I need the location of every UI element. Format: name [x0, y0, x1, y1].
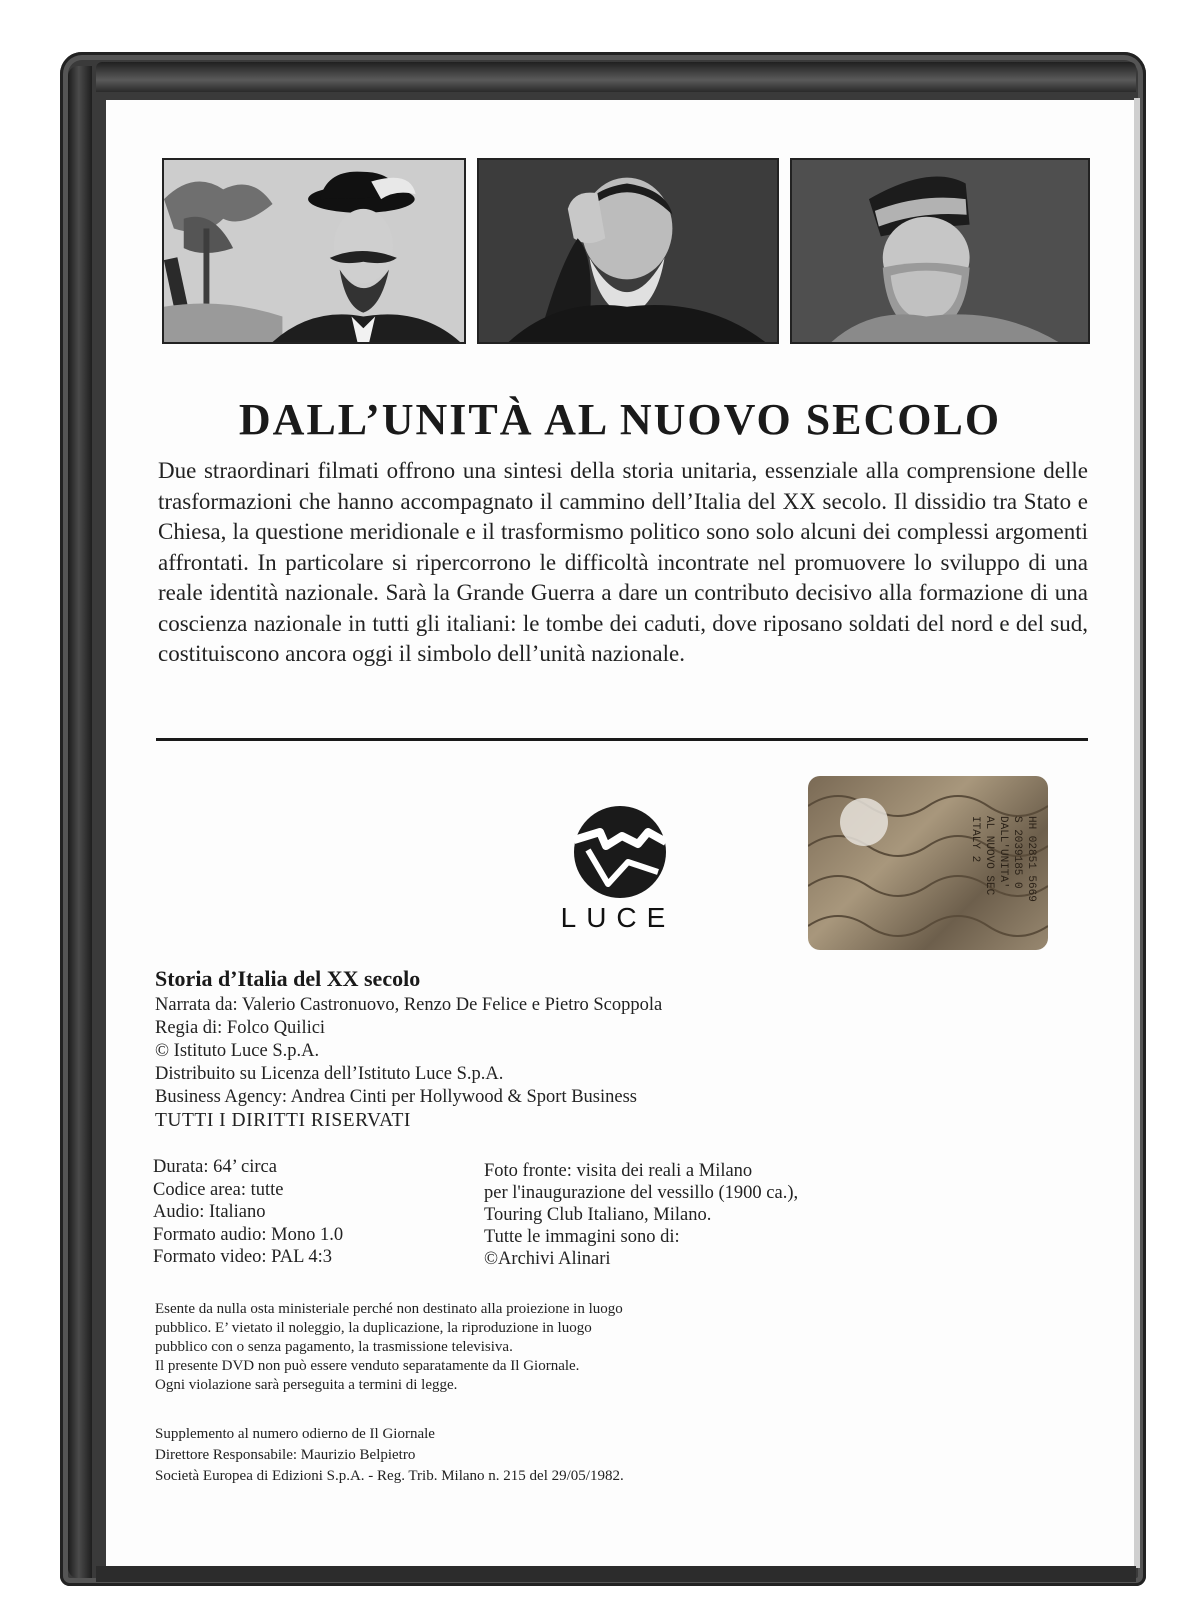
photo-credit-line: Tutte le immagini sono di:: [484, 1227, 680, 1247]
sticker-code-text: HH 02851 5669 S 2039185 0 DALL'UNITA' AL NUOVO SEC ITALY 2: [969, 816, 1037, 902]
credit-line: Narrata da: Valerio Castronuovo, Renzo De Felice e Pietro Scoppola: [155, 995, 663, 1015]
case-top-edge: [96, 62, 1136, 92]
photo-credit-line: ©Archivi Alinari: [484, 1249, 611, 1269]
portrait-thinker-image: [479, 160, 777, 342]
spec-line: Formato video: PAL 4:3: [153, 1247, 333, 1267]
spec-line: Codice area: tutte: [153, 1179, 284, 1200]
credit-line: Distribuito su Licenza dell’Istituto Luce S.p.A.: [155, 1064, 504, 1084]
legal-line: pubblico con o senza pagamento, la trasmissione televisiva.: [155, 1339, 513, 1355]
technical-specs: [153, 1156, 343, 1269]
case-bottom-edge: [96, 1566, 1136, 1582]
portrait-hat-image: [164, 160, 464, 342]
spec-line: Audio: Italiano: [153, 1202, 266, 1222]
description-text: Due straordinari filmati offrono una sintesi della storia unitaria, essenziale alla comprensione delle trasformazioni che hanno accompagnato il cammino dell’Italia del XX secolo. Il dissidio tra Stato e Chiesa, la questione meridionale e il trasformismo politico sono solo alcuni dei complessi argomenti affrontati. In particolare si ripercorrono le difficoltà incontrate nel promuovere lo sviluppo di una reale identità nazionale. Sarà la Grande Guerra a dare un contributo decisivo alla formazione di una coscienza nazionale in tutti gli italiani: le tombe dei caduti, dove riposano soldati del nord e del sud, costituiscono ancora oggi il simbolo dell’unità nazionale.: [158, 458, 1088, 666]
credits-block: [155, 994, 662, 1132]
legal-line: pubblico. E’ vietato il noleggio, la duplicazione, la riproduzione in luogo: [155, 1320, 592, 1336]
credit-line: Regia di: Folco Quilici: [155, 1018, 326, 1038]
supplement-info: [155, 1424, 624, 1487]
legal-line: Esente da nulla osta ministeriale perché non destinato alla proiezione in luogo: [155, 1301, 623, 1317]
luce-logo-text: LUCE: [560, 902, 676, 933]
portrait-photo-2: [477, 158, 779, 344]
supplement-line: Supplemento al numero odierno de Il Giornale: [155, 1426, 435, 1442]
credit-line: © Istituto Luce S.p.A.: [155, 1041, 320, 1061]
portrait-photo-3: [790, 158, 1090, 344]
credit-line: Business Agency: Andrea Cinti per Hollywood & Sport Business: [155, 1087, 638, 1107]
supplement-line: Direttore Responsabile: Maurizio Belpietro: [155, 1447, 416, 1463]
photo-credit-line: per l'inaugurazione del vessillo (1900 ca.),: [484, 1183, 799, 1203]
legal-notice: [155, 1300, 623, 1395]
supplement-line: Società Europea di Edizioni S.p.A. - Reg. Trib. Milano n. 215 del 29/05/1982.: [155, 1468, 624, 1484]
hologram-sticker: [808, 776, 1048, 950]
insert-edge: [1134, 98, 1140, 1568]
case-spine: [68, 66, 92, 1578]
series-title: Storia d’Italia del XX secolo: [155, 966, 421, 991]
photo-credit-line: Foto fronte: visita dei reali a Milano: [484, 1161, 753, 1181]
legal-line: Il presente DVD non può essere venduto separatamente da Il Giornale.: [155, 1358, 580, 1374]
photo-credit-line: Touring Club Italiano, Milano.: [484, 1205, 712, 1225]
portrait-cap-image: [792, 160, 1088, 342]
photo-credits: [484, 1160, 798, 1270]
portrait-photo-1: [162, 158, 466, 344]
spec-line: Durata: 64’ circa: [153, 1157, 277, 1177]
rights-notice: TUTTI I DIRITTI RISERVATI: [155, 1110, 411, 1131]
spec-line: Formato audio: Mono 1.0: [153, 1224, 344, 1245]
section-divider: [156, 738, 1088, 741]
legal-line: Ogni violazione sarà perseguita a termini di legge.: [155, 1377, 458, 1393]
page-title: DALL’UNITÀ AL NUOVO SECOLO: [238, 395, 1002, 444]
